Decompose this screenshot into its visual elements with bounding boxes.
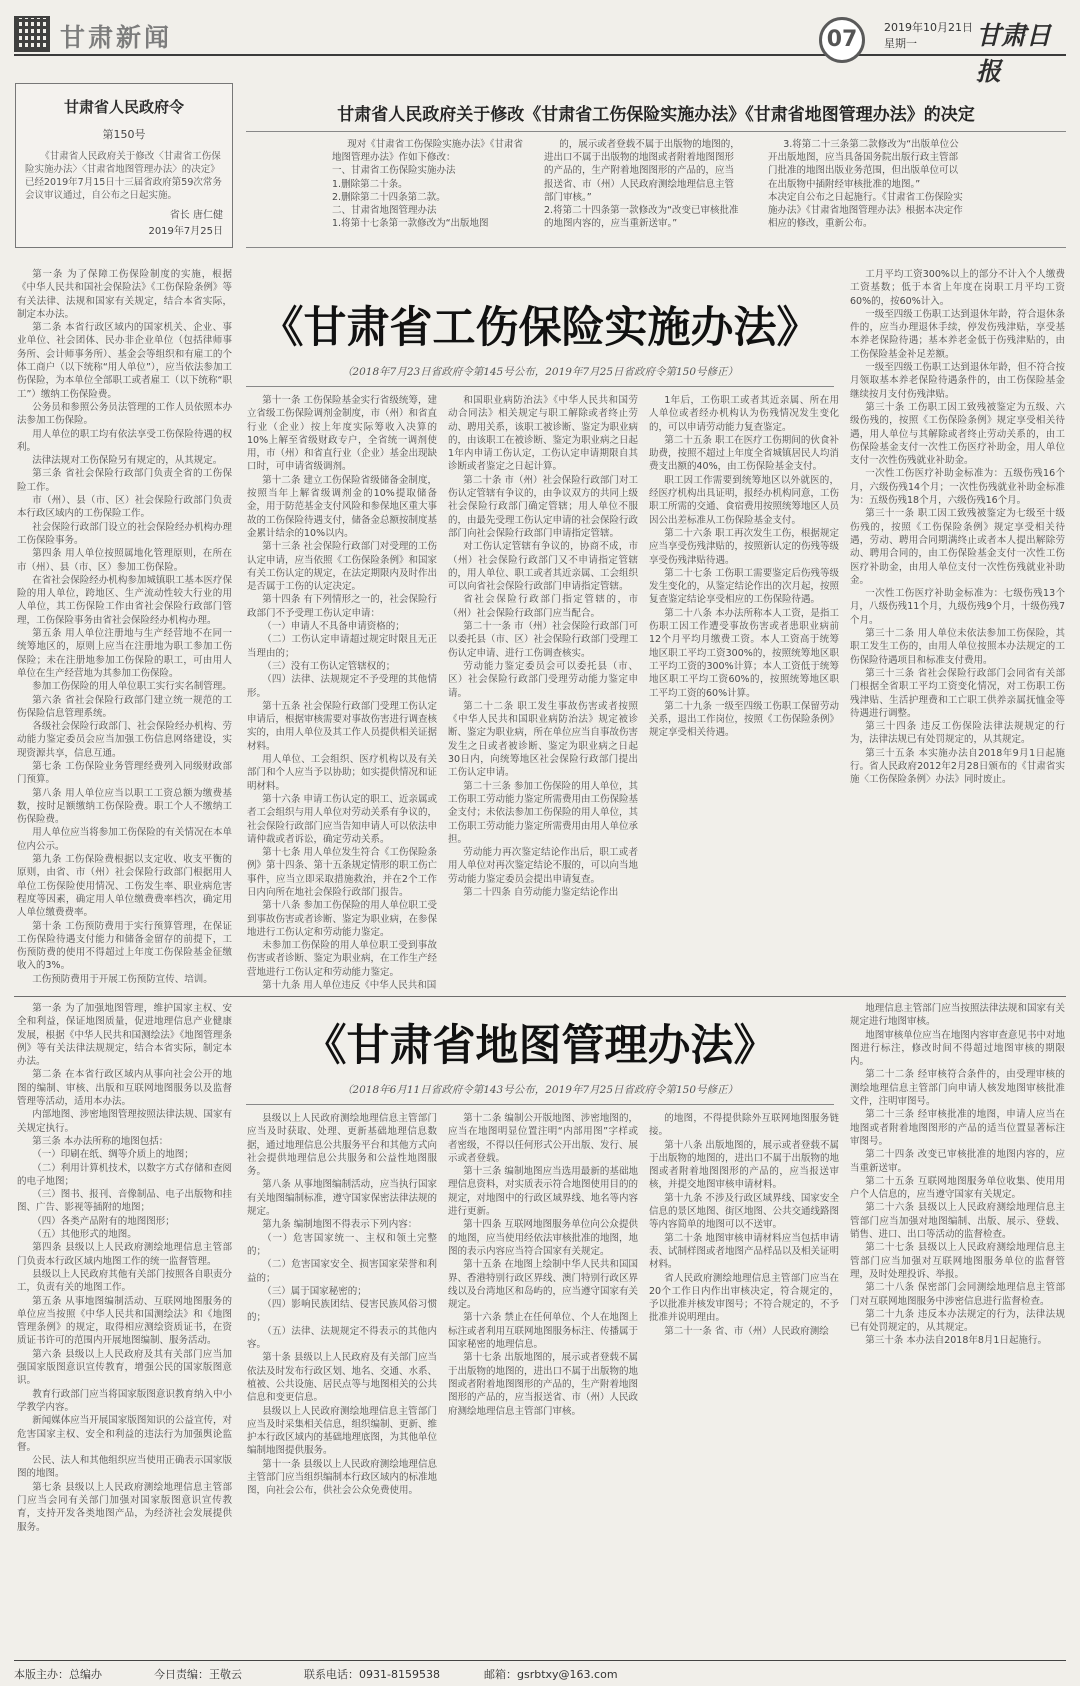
paragraph: 第二条 在本省行政区域内从事向社会公开的地图的编制、审核、出版和互联网地图服务以及监督管理等活动，适用本办法。 xyxy=(17,1069,232,1108)
paragraph: 第一条 为了保障工伤保险制度的实施，根据《中华人民共和国社会保险法》《工伤保险条例》等有关法律、法规和国家有关规定，结合本省实际，制定本办法。 xyxy=(17,269,232,320)
paragraph: 第二十六条 县级以上人民政府测绘地理信息主管部门应当加强对地图编制、出版、展示、登载、销售、进口、出口等活动的监督检查。 xyxy=(850,1202,1065,1241)
paragraph: 1.删除第二十条。 xyxy=(332,178,408,190)
section-name: 甘肃新闻 xyxy=(60,23,173,52)
paragraph: 的，展示或者登载不属于出版物的地图的，进出口不属于出版物的地图或者附着地图图形的产品的，生产附着地图图形的产品的，应当报送省、市（州）人民政府测绘地理信息主管部门审核。” xyxy=(544,139,740,203)
article1-column-2 xyxy=(448,394,638,990)
paragraph: 第二十七条 工伤职工需要鉴定后伤残等级发生变化的，从鉴定结论作出的次月起，按照复查鉴定结论享受相应的工伤保险待遇。 xyxy=(649,567,839,606)
paragraph: 第十六条 禁止在任何单位、个人在地图上标注或者利用互联网地图服务标注、传播属于国家秘密的地理信息。 xyxy=(448,1312,638,1351)
decree-number: 第150号 xyxy=(102,128,146,141)
paragraph: 省社会保险行政部门指定管辖的，市（州）社会保险行政部门应当配合。 xyxy=(448,594,638,619)
paragraph: 第十条 工伤预防费用于实行预算管理，在保证工伤保险待遇支付能力和储备金留存的前提下，工伤预防费的使用不得超过上年度工伤保险基金征缴收入的3%。 xyxy=(17,920,232,972)
paragraph: 未参加工伤保险的用人单位职工受到事故伤害或者诊断、鉴定为职业病，在工作生产经营地进行工伤认定和劳动能力鉴定。 xyxy=(247,940,437,978)
article1-column-3 xyxy=(649,394,839,990)
paragraph: 第三十条 工伤职工因工致残被鉴定为五级、六级伤残的，按照《工伤保险条例》规定享受相关待遇，用人单位与其解除或者终止劳动关系的，由工伤保险基金支付一次性工伤医疗补助金，用人单位支付一次性伤残就业补助金。 xyxy=(850,401,1065,467)
paragraph: 地图审核单位应当在地图内容审查意见书中对地图进行标注，修改时间不得超过地图审核的期限内。 xyxy=(850,1029,1065,1068)
paragraph: （一）危害国家统一、主权和领土完整的； xyxy=(247,1232,437,1257)
paragraph: （二）危害国家安全、损害国家荣誉和利益的； xyxy=(247,1259,437,1284)
paragraph: （三）属于国家秘密的； xyxy=(262,1285,367,1297)
paragraph: 第十七条 用人单位发生符合《工伤保险条例》第十四条、第十五条规定情形的职工伤亡事件，应当立即采取措施救治，并在2个工作日内向所在地社会保险行政部门报告。 xyxy=(247,847,437,898)
paragraph: 第十四条 有下列情形之一的，社会保险行政部门不予受理工伤认定申请： xyxy=(247,594,437,619)
paragraph: 第二十五条 职工在医疗工伤期间的伙食补助费，按照不超过上年度全省城镇居民人均消费支出额的40%，由工伤保险基金支付。 xyxy=(649,434,839,473)
paragraph: 第十五条 社会保险行政部门受理工伤认定申请后，根据审核需要对事故伤害进行调查核实的，由用人单位及其工作人员提供相关证据材料。 xyxy=(247,700,437,752)
paragraph: （二）利用计算机技术，以数字方式存储和查阅的电子地图； xyxy=(17,1162,232,1187)
paragraph: 第二十一条 省、市（州）人民政府测绘 xyxy=(664,1325,829,1337)
paragraph: 第四条 县级以上人民政府测绘地理信息主管部门负责本行政区域内地图工作的统一监督管理。 xyxy=(17,1242,232,1267)
paragraph: 地理信息主管部门应当按照法律法规和国家有关规定进行地图审核。 xyxy=(850,1003,1065,1028)
paragraph: 第二十一条 市（州）社会保险行政部门可以委托县（市、区）社会保险行政部门受理工伤认定申请、进行工伤调查核实。 xyxy=(448,621,638,659)
decision-title: 甘肃省人民政府关于修改《甘肃省工伤保险实施办法》《甘肃省地图管理办法》的决定 xyxy=(337,105,975,125)
article1-column-1 xyxy=(247,394,437,990)
article2-title: 《甘肃省地图管理办法》 xyxy=(303,1021,777,1071)
page-footer xyxy=(14,1660,1066,1682)
issue-date: 2019年10月21日 xyxy=(884,21,973,34)
paragraph: 第三条 本办法所称的地图包括： xyxy=(32,1135,169,1147)
section-separator xyxy=(14,996,1066,997)
article1-right-column xyxy=(850,268,1065,990)
decision-box xyxy=(246,131,1066,248)
paragraph: 第二十九条 违反本办法规定的行为，法律法规已有处罚规定的，从其规定。 xyxy=(850,1308,1065,1334)
paragraph: 第五条 从事地图编制活动、互联网地图服务的单位应当按照《中华人民共和国测绘法》和《地图管理条例》的规定，取得相应测绘资质证书，在资质证书许可的范围内开展地图编制、服务活动。 xyxy=(17,1295,232,1347)
paragraph: （一）申请人不具备申请资格的； xyxy=(262,621,405,633)
paragraph: 第十条 县级以上人民政府及有关部门应当依法及时发布行政区划、地名、交通、水系、植被、公共设施、居民点等与地图相关的公共信息和变更信息。 xyxy=(247,1352,437,1404)
decree-signature: 省长 唐仁健 xyxy=(169,210,223,221)
paragraph: 第二十四条 自劳动能力鉴定结论作出 xyxy=(463,886,619,898)
paragraph: 第二十五条 互联网地图服务单位收集、使用用户个人信息的，应当遵守国家有关规定。 xyxy=(850,1175,1065,1201)
paragraph: 第十八条 出版地图的，展示或者登载不属于出版物的地图的，进出口不属于出版物的地图或者附着地图图形的产品的，应当报送审核，并提交地图审核申请材料。 xyxy=(649,1139,839,1191)
paragraph: （五）法律、法规规定不得表示的其他内容。 xyxy=(247,1325,437,1351)
paragraph: 第十五条 在地图上绘制中华人民共和国国界、香港特别行政区界线、澳门特别行政区界线以及台湾地区和岛屿的，应当遵守国家有关规定。 xyxy=(448,1259,638,1311)
date-block xyxy=(884,20,973,52)
page-number: 07 xyxy=(819,17,865,63)
paragraph: 第三十一条 职工因工致残被鉴定为七级至十级伤残的，按照《工伤保险条例》规定享受相关待遇，劳动、聘用合同期满终止或者本人提出解除劳动、聘用合同的，由工伤保险基金支付一次性工伤医疗补助金，由用人单位支付一次性伤残就业补助金。 xyxy=(850,508,1065,586)
qr-code-icon xyxy=(14,16,50,52)
paragraph: 第二十七条 县级以上人民政府测绘地理信息主管部门应当加强对互联网地图服务单位的监督管理，及时处理投诉、举报。 xyxy=(850,1242,1065,1280)
article2-column-3 xyxy=(649,1112,839,1652)
paragraph: 第十七条 出版地图的，展示或者登载不属于出版物的地图的，进出口不属于出版物的地图或者附着地图图形的产品的，生产附着地图图形的产品的，应当报送省、市（州）人民政府测绘地理信息主管部门审核。 xyxy=(448,1352,638,1417)
article1-rule xyxy=(246,386,834,387)
paragraph: 一级至四级工伤职工达到退休年龄，符合退休条件的，应当办理退休手续，停发伤残津贴，享受基本养老保险待遇；基本养老金低于伤残津贴的，由工伤保险基金补足差额。 xyxy=(850,308,1065,360)
paragraph: 第二十六条 职工再次发生工伤，根据规定应当享受伤残津贴的，按照新认定的伤残等级享受伤残津贴待遇。 xyxy=(649,527,839,566)
paragraph: 第三十三条 省社会保险行政部门会同省有关部门根据全省职工平均工资变化情况，对工伤职工伤残津贴、生活护理费和工亡职工供养亲属抚恤金等待遇进行调整。 xyxy=(850,667,1065,719)
paragraph: （五）其他形式的地图。 xyxy=(32,1229,137,1241)
paragraph: 教育行政部门应当将国家版图意识教育纳入中小学教学内容。 xyxy=(17,1388,232,1413)
paragraph: 第二十三条 经审核批准的地图，申请人应当在地图或者附着地图图形的产品的适当位置显著标注审图号。 xyxy=(850,1109,1065,1147)
footer-email: 邮箱：gsrbtxy@163.com xyxy=(484,1668,618,1681)
paragraph: 第二十八条 保密部门会同测绘地理信息主管部门对互联网地图服务中涉密信息进行监督检查。 xyxy=(850,1282,1065,1307)
footer-editor-today: 今日责编：王敬云 xyxy=(154,1668,242,1681)
paragraph: 第三十五条 本实施办法自2018年9月1日起施行。省人民政府2012年2月28日颁布的《甘肃省实施〈工伤保险条例〉办法》同时废止。 xyxy=(850,747,1065,786)
paragraph: 各级社会保险行政部门、社会保险经办机构、劳动能力鉴定委员会应当加强工伤信息网络建设，实现资源共享，信息互通。 xyxy=(17,721,232,759)
paragraph: 内部地图、涉密地图管理按照法律法规、国家有关规定执行。 xyxy=(17,1109,232,1134)
page-header xyxy=(14,14,1066,86)
paragraph: （四）各类产品附有的地图图形； xyxy=(32,1215,175,1227)
paragraph: 第二十九条 一级至四级工伤职工保留劳动关系，退出工作岗位，按照《工伤保险条例》规定享受相关待遇。 xyxy=(649,700,839,739)
paragraph: 本决定自公布之日起施行。《甘肃省工伤保险实施办法》《甘肃省地图管理办法》根据本决定作相应的修改，重新公布。 xyxy=(768,191,963,230)
footer-editor-chief: 本版主办：总编办 xyxy=(14,1668,102,1681)
paragraph: 和国职业病防治法》《中华人民共和国劳动合同法》相关规定与职工解除或者终止劳动、聘用关系，该职工被诊断、鉴定为职业病的，由该职工在被诊断、鉴定为职业病之日起1年内申请工伤认定，工伤认定申请期限自其诊断或者鉴定之日起计算。 xyxy=(448,395,638,473)
paragraph: （四）法律、法规规定不予受理的其他情形。 xyxy=(247,674,437,699)
paragraph: 第二十三条 参加工伤保险的用人单位，其工伤职工劳动能力鉴定所需费用由工伤保险基金支付；未依法参加工伤保险的用人单位，其工伤职工劳动能力鉴定所需费用由用人单位承担。 xyxy=(448,780,638,845)
paragraph: 第二十二条 经审核符合条件的，由受理审核的测绘地理信息主管部门向申请人核发地图审核批准文件，注明审图号。 xyxy=(850,1069,1065,1108)
paragraph: 参加工伤保险的用人单位职工实行实名制管理。 xyxy=(32,681,232,693)
article2-subtitle: （2018年6月11日省政府令第143号公布，2019年7月25日省政府令第150号修正） xyxy=(341,1084,739,1096)
paragraph: 公民、法人和其他组织应当使用正确表示国家版图的地图。 xyxy=(17,1455,232,1480)
paragraph: 县级以上人民政府其他有关部门按照各自职责分工，负责有关的地图工作。 xyxy=(17,1268,232,1294)
paragraph: 对工伤认定管辖有争议的，协商不成，市（州）社会保险行政部门又不申请指定管辖的，用人单位、职工或者其近亲属、工会组织可以向省社会保险行政部门申请指定管辖。 xyxy=(448,541,638,593)
paragraph: （三）没有工伤认定管辖权的； xyxy=(262,660,396,672)
paragraph: 现对《甘肃省工伤保险实施办法》《甘肃省地图管理办法》作如下修改： xyxy=(332,139,523,164)
paragraph: 第二十二条 职工发生事故伤害或者按照《中华人民共和国职业病防治法》规定被诊断、鉴定为职业病，所在单位应当自事故伤害发生之日或者被诊断、鉴定为职业病之日起30日内，向统筹地区社会保险行政部门提出工伤认定申请。 xyxy=(448,700,638,779)
paragraph: 县级以上人民政府测绘地理信息主管部门应当及时采集相关信息，组织编制、更新、维护本行政区域内的基础地理底图，为其他单位编制地图提供服务。 xyxy=(247,1405,437,1457)
paragraph: 第十九条 用人单位违反《中华人民共和国 xyxy=(262,980,437,990)
article2-rule xyxy=(246,1104,834,1105)
paragraph: 第十四条 互联网地图服务单位向公众提供的地图，应当使用经依法审核批准的地图，地图的表示内容应当符合国家有关规定。 xyxy=(448,1219,638,1257)
paragraph: 法律法规对工伤保险另有规定的，从其规定。 xyxy=(32,455,223,467)
paragraph: 第三条 省社会保险行政部门负责全省的工伤保险工作。 xyxy=(17,468,232,493)
paragraph: 第十二条 编制公开版地图、涉密地图的，应当在地图明显位置注明“内部用图”字样或者密级，不得以任何形式公开出版、发行、展示或者登载。 xyxy=(448,1113,638,1164)
paragraph: 二、甘肃省地图管理办法 xyxy=(332,205,437,217)
paragraph: 第八条 从事地图编制活动，应当执行国家有关地图编制标准，遵守国家保密法律法规的规定。 xyxy=(247,1179,437,1218)
paragraph: 第二十八条 本办法所称本人工资，是指工伤职工因工作遭受事故伤害或者患职业病前12个月平均月缴费工资。本人工资高于统筹地区职工平均工资300%的，按照统筹地区职工平均工资的300%计算；本人工资低于统筹地区职工平均工资60%的，按照统筹地区职工平均工资的60%计算。 xyxy=(649,607,839,699)
masthead-logo: 甘肃日报 xyxy=(976,21,1052,86)
paragraph: 第七条 工伤保险业务管理经费列入同级财政部门预算。 xyxy=(17,760,232,786)
paragraph: 社会保险行政部门设立的社会保险经办机构办理工伤保险事务。 xyxy=(17,521,232,546)
article2-column-2 xyxy=(448,1112,638,1652)
paragraph: 第二十条 市（州）社会保险行政部门对工伤认定管辖有争议的，由争议双方的共同上级社会保险行政部门确定管辖；用人单位不服的，由最先受理工伤认定申请的社会保险行政部门向社会保险行政部门申请指定管辖。 xyxy=(448,474,638,539)
decision-column-1 xyxy=(332,138,528,230)
paragraph: 第一条 为了加强地图管理，维护国家主权、安全和利益，保证地图质量，促进地理信息产业健康发展，根据《中华人民共和国测绘法》《地图管理条例》等有关法律法规规定，结合本省实际，制定本办法。 xyxy=(17,1003,232,1068)
decree-date: 2019年7月25日 xyxy=(148,226,223,237)
paragraph: 职工因工作需要到统筹地区以外就医的，经医疗机构出具证明，报经办机构同意，工伤职工所需的交通、食宿费用按照统筹地区人员因公出差标准从工伤保险基金支付。 xyxy=(649,474,839,526)
paragraph: 新闻媒体应当开展国家版图知识的公益宣传，对危害国家主权、安全和利益的违法行为加强舆论监督。 xyxy=(17,1415,232,1453)
paragraph: 第十二条 建立工伤保险省级储备金制度，按照当年上解省级调剂金的10%提取储备金，用于防范基金支付风险和参保地区重大事故的工伤保险待遇支付，储备金总额按制度基金累计结余的10%以内。 xyxy=(247,474,437,539)
paragraph: 第四条 用人单位按照属地化管理原则，在所在市（州）、县（市、区）参加工伤保险。 xyxy=(17,548,232,573)
paragraph: 第二十四条 改变已审核批准的地图内容的，应当重新送审。 xyxy=(850,1149,1065,1174)
paragraph: 省人民政府测绘地理信息主管部门应当在20个工作日内作出审核决定，符合规定的，予以批准并核发审图号；不符合规定的，不予批准并说明理由。 xyxy=(649,1272,839,1324)
paragraph: 公务员和参照公务员法管理的工作人员依照本办法参加工伤保险。 xyxy=(17,401,232,427)
decree-box xyxy=(15,83,233,248)
paragraph: 第九条 工伤保险费根据以支定收、收支平衡的原则，由省、市（州）社会保险行政部门根据用人单位工伤保险使用情况、工伤发生率、职业病危害程度等因素，确定用人单位缴费费率档次，确定用人单位缴费费率。 xyxy=(17,854,232,919)
paragraph: 第六条 省社会保险行政部门建立统一规范的工伤保险信息管理系统。 xyxy=(17,694,232,719)
paragraph: 一次性工伤医疗补助金标准为：七级伤残13个月，八级伤残11个月，九级伤残9个月，十级伤残7个月。 xyxy=(850,588,1065,626)
decision-column-2 xyxy=(544,138,740,230)
paragraph: 第二条 本省行政区域内的国家机关、企业、事业单位、社会团体、民办非企业单位（包括律师事务所、会计师事务所）、基金会等组织和有雇工的个体工商户（以下统称“用人单位”），应当依法参加工伤保险，为本单位全部职工或者雇工（以下统称“职工”）缴纳工伤保险费。 xyxy=(17,322,232,400)
paragraph: 第二十条 地图审核申请材料应当包括申请表、试制样图或者地图产品样品以及相关证明材料。 xyxy=(649,1232,839,1271)
paragraph: 第十一条 工伤保险基金实行省级统筹，建立省级工伤保险调剂金制度，市（州）和省直行业（企业）按上年度实际筹收入决算的10%上解至省级财政专户，全省统一调剂使用，市（州）和省直行业（企业）基金出现缺口时，可申请省级调剂。 xyxy=(247,395,437,473)
paragraph: 第十六条 申请工伤认定的职工、近亲属或者工会组织与用人单位对劳动关系有争议的，社会保险行政部门应当告知申请人可以依法申请仲裁或者诉讼，确定劳动关系。 xyxy=(247,793,437,845)
paragraph: 第十三条 社会保险行政部门对受理的工伤认定申请，应当依照《工伤保险条例》和国家有关工伤认定的规定，在法定期限内及时作出是否属于工伤的认定决定。 xyxy=(247,541,437,593)
paragraph: （二）工伤认定申请超过规定时限且无正当理由的； xyxy=(247,634,437,659)
article1-title: 《甘肃省工伤保险实施办法》 xyxy=(260,303,820,353)
paragraph: 一级至四级工伤职工达到退休年龄，但不符合按月领取基本养老保险待遇条件的，由工伤保险基金继续按月支付伤残津贴。 xyxy=(850,362,1065,400)
paragraph: 用人单位、工会组织、医疗机构以及有关部门和个人应当予以协助；如实提供情况和证明材料。 xyxy=(247,754,437,792)
paragraph: 工伤预防费用于开展工伤预防宣传、培训。 xyxy=(32,973,213,985)
paragraph: 第六条 县级以上人民政府及其有关部门应当加强国家版图意识宣传教育，增强公民的国家版图意识。 xyxy=(17,1348,232,1387)
paragraph: 第十三条 编制地图应当选用最新的基础地理信息资料，对实质表示符合地图使用目的的规定，对地图中的行政区域界线、地名等内容进行更新。 xyxy=(448,1166,638,1218)
paragraph: 市（州）、县（市、区）社会保险行政部门负责本行政区域内的工伤保险工作。 xyxy=(17,495,232,520)
paragraph: 第三十四条 违反工伤保险法律法规规定的行为，法律法规已有处罚规定的，从其规定。 xyxy=(850,721,1065,746)
paragraph: 第七条 县级以上人民政府测绘地理信息主管部门应当会同有关部门加强对国家版图意识宣传教育，支持开发各类地图产品，为经济社会发展提供服务。 xyxy=(17,1481,232,1533)
paragraph: 用人单位的职工均有依法享受工伤保险待遇的权利。 xyxy=(17,428,232,453)
paragraph: 劳动能力鉴定委员会可以委托县（市、区）社会保险行政部门受理劳动能力鉴定申请。 xyxy=(448,660,638,699)
article2-left-column xyxy=(17,1002,232,1652)
paragraph: （四）影响民族团结、侵害民族风俗习惯的； xyxy=(247,1299,437,1324)
decree-title: 甘肃省人民政府令 xyxy=(63,98,184,116)
paragraph: 在省社会保险经办机构参加城镇职工基本医疗保险的用人单位，跨地区、生产流动性较大行业的用人单位，其工伤保险工作由省社会保险行政部门管理，工伤保险事务由省社会保险经办机构办理。 xyxy=(17,574,232,626)
paragraph: 第十九条 不涉及行政区域界线、国家安全信息的景区地图、街区地图、公共交通线路图等内容简单的地图可以不送审。 xyxy=(649,1192,839,1231)
paragraph: 的地图，不得提供除外互联网地图服务链接。 xyxy=(649,1113,839,1138)
paragraph: 第五条 用人单位注册地与生产经营地不在同一统筹地区的，原则上应当在注册地为职工参加工伤保险；未在注册地参加工伤保险的职工，可由用人单位在生产经营地为其参加工伤保险。 xyxy=(17,628,232,679)
paragraph: 第三十条 本办法自2018年8月1日起施行。 xyxy=(865,1335,1047,1347)
issue-weekday: 星期一 xyxy=(884,37,917,50)
decision-column-3 xyxy=(768,138,964,230)
paragraph: 一、甘肃省工伤保险实施办法 xyxy=(332,165,456,177)
paragraph: 第九条 编制地图不得表示下列内容： xyxy=(262,1219,418,1231)
paragraph: 3.将第二十三条第二款修改为“出版单位公开出版地图，应当具备国务院出版行政主管部门批准的地图出版业务范围，但出版单位可以在出版物中插附经审核批准的地图。” xyxy=(768,139,959,190)
paragraph: 第十八条 参加工伤保险的用人单位职工受到事故伤害或者诊断、鉴定为职业病，在参保地进行工伤认定和劳动能力鉴定。 xyxy=(247,900,437,938)
article1-subtitle: （2018年7月23日省政府令第145号公布，2019年7月25日省政府令第150号修正） xyxy=(341,366,739,378)
paragraph: 一次性工伤医疗补助金标准为：五级伤残16个月，六级伤残14个月；一次性伤残就业补助金标准为：五级伤残18个月，六级伤残16个月。 xyxy=(850,468,1065,507)
paragraph: 2.删除第二十四条第二款。 xyxy=(332,191,446,203)
article2-column-1 xyxy=(247,1112,437,1652)
paragraph: 用人单位应当将参加工伤保险的有关情况在本单位内公示。 xyxy=(17,827,232,852)
paragraph: 2.将第二十四条第一款修改为“改变已审核批准的地图内容的，应当重新送审。” xyxy=(544,205,739,230)
paragraph: （一）印刷在纸、绸等介质上的地图； xyxy=(32,1149,194,1161)
paragraph: 1.将第十七条第一款修改为“出版地图 xyxy=(332,218,489,230)
decree-body: 《甘肃省人民政府关于修改〈甘肃省工伤保险实施办法〉〈甘肃省地图管理办法〉的决定》已经2019年7月15日十三届省政府第59次常务会议审议通过，自公布之日起实施。 xyxy=(25,151,222,201)
footer-phone: 联系电话：0931-8159538 xyxy=(304,1668,440,1681)
article2-right-column xyxy=(850,1002,1065,1652)
paragraph: 县级以上人民政府测绘地理信息主管部门应当及时获取、处理、更新基础地理信息数据，通过地理信息公共服务平台和其他方式向社会提供地理信息公共服务和公益性地图服务。 xyxy=(247,1113,437,1178)
paragraph: （三）图书、报刊、音像制品、电子出版物和挂图、广告、影视等插附的地图； xyxy=(17,1189,232,1214)
paragraph: 1年后，工伤职工或者其近亲属、所在用人单位或者经办机构认为伤残情况发生变化的，可以申请劳动能力复查鉴定。 xyxy=(649,395,839,433)
paragraph: 第十一条 县级以上人民政府测绘地理信息主管部门应当组织编制本行政区域内的标准地图，向社会公布，供社会公众免费使用。 xyxy=(247,1458,437,1497)
paragraph: 劳动能力再次鉴定结论作出后，职工或者用人单位对再次鉴定结论不服的，可以向当地劳动能力鉴定委员会提出申请复查。 xyxy=(448,847,638,885)
paragraph: 第八条 用人单位应当以职工工资总额为缴费基数，按时足额缴纳工伤保险费。职工个人不缴纳工伤保险费。 xyxy=(17,787,232,826)
paragraph: 工月平均工资300%以上的部分不计入个人缴费工资基数；低于本省上年度在岗职工月平均工资60%的，按60%计入。 xyxy=(850,269,1065,307)
paragraph: 第三十二条 用人单位未依法参加工伤保险，其职工发生工伤的，由用人单位按照本办法规定的工伤保险待遇项目和标准支付费用。 xyxy=(850,628,1065,666)
